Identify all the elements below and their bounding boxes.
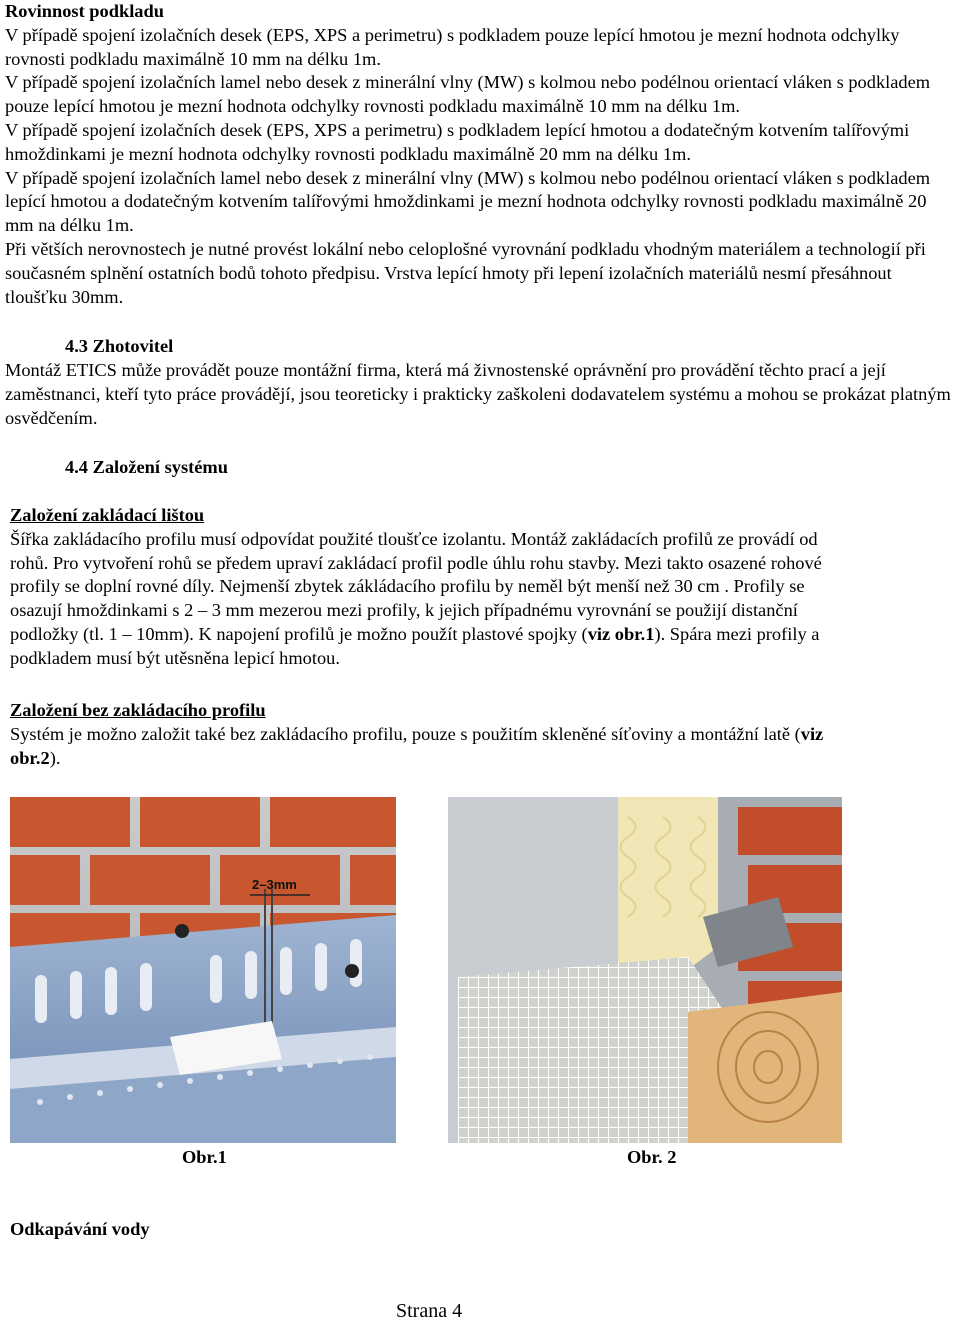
gap-dimension-label: 2–3mm	[252, 877, 297, 892]
paragraph: V případě spojení izolačních lamel nebo desek z minerální vlny (MW) s kolmou nebo podélnou orientací vláken s podkladem lepící hmotou a dodatečným kotvením talířovými hmoždinkami je mezní hodnota odchylky rovnosti podkladu maximálně 20 mm na délku 1m.	[5, 167, 931, 236]
paragraph: V případě spojení izolačních desek (EPS, XPS a perimetru) s podkladem pouze lepící hmotou je mezní hodnota odchylky rovnosti podkladu maximálně 10 mm na délku 1m.	[5, 24, 900, 69]
page-number: Strana 4	[396, 1300, 463, 1322]
section-bez-profilu	[10, 699, 860, 770]
paragraph: V případě spojení izolačních desek (EPS, XPS a perimetru) s podkladem lepící hmotou a dodatečným kotvením talířovými hmoždinkami je mezní hodnota odchylky rovnosti podkladu maximálně 20 mm na délku 1m.	[5, 119, 910, 164]
figure-reference: viz obr.2	[10, 723, 824, 768]
subsection-title: Založení bez zakládacího profilu	[10, 700, 266, 720]
heading-4-4: 4.4 Založení systému	[65, 457, 228, 477]
figure-2-illustration	[448, 797, 842, 1143]
subsection-title: Založení zakládací lištou	[10, 505, 205, 525]
paragraph-zhotovitel: Montáž ETICS může provádět pouze montážní firma, která má živnostenské oprávnění pro provádění těchto prací a její zaměstnanci, kteří tyto práce provádějí, jsou teoreticky i prakticky zaškoleni dodavatelem systému a mohou se prokázat platným osvědčením.	[5, 360, 951, 428]
section-title-odkapavani: Odkapávání vody	[10, 1219, 150, 1239]
figure-1-caption: Obr.1	[182, 1147, 227, 1167]
paragraph: V případě spojení izolačních lamel nebo desek z minerální vlny (MW) s kolmou nebo podélnou orientací vláken s podkladem pouze lepící hmotou je mezní hodnota odchylky rovnosti podkladu maximálně 10 mm na délku 1m.	[5, 72, 931, 117]
paragraph: Při větších nerovnostech je nutné provést lokální nebo celoplošné vyrovnání podkladu vhodným materiálem a technologií při současném splnění ostatních bodů tohoto předpisu. Vrstva lepící hmoty při lepení izolačních materiálů nesmí přesáhnout tloušťku 30mm.	[5, 238, 926, 307]
paragraph: Systém je možno založit také bez zakládacího profilu, pouze s použitím skleněné síťoviny a montážní latě (viz obr.2).	[10, 723, 824, 768]
figure-1-illustration	[10, 797, 396, 1143]
section-zakladaci-listou	[10, 504, 860, 671]
section-rovinnost	[5, 0, 957, 309]
heading-4-3: 4.3 Zhotovitel	[65, 336, 174, 356]
figure-2-caption: Obr. 2	[627, 1147, 677, 1167]
figure-reference: viz obr.1	[587, 623, 655, 644]
paragraph: Šířka zakládacího profilu musí odpovídat použité tloušťce izolantu. Montáž zakládacích profilů ze provádí od rohů. Pro vytvoření rohů se předem upraví zakládací profil podle úhlu rohu stavby. Mezi takto osazené rohové profily se doplní rovné díly. Nejmenší zbytek zákládacího profilu by neměl být menší než 30 cm . Profily se osazují hmoždinkami s 2 – 3 mm mezerou mezi profily, k jejich případnému vyrovnání se použijí distanční podložky (tl. 1 – 10mm). K napojení profilů je možno použít plastové spojky (viz obr.1). Spára mezi profily a podkladem musí být utěsněna lepicí hmotou.	[10, 528, 822, 668]
section-title: Rovinnost podkladu	[5, 1, 164, 21]
